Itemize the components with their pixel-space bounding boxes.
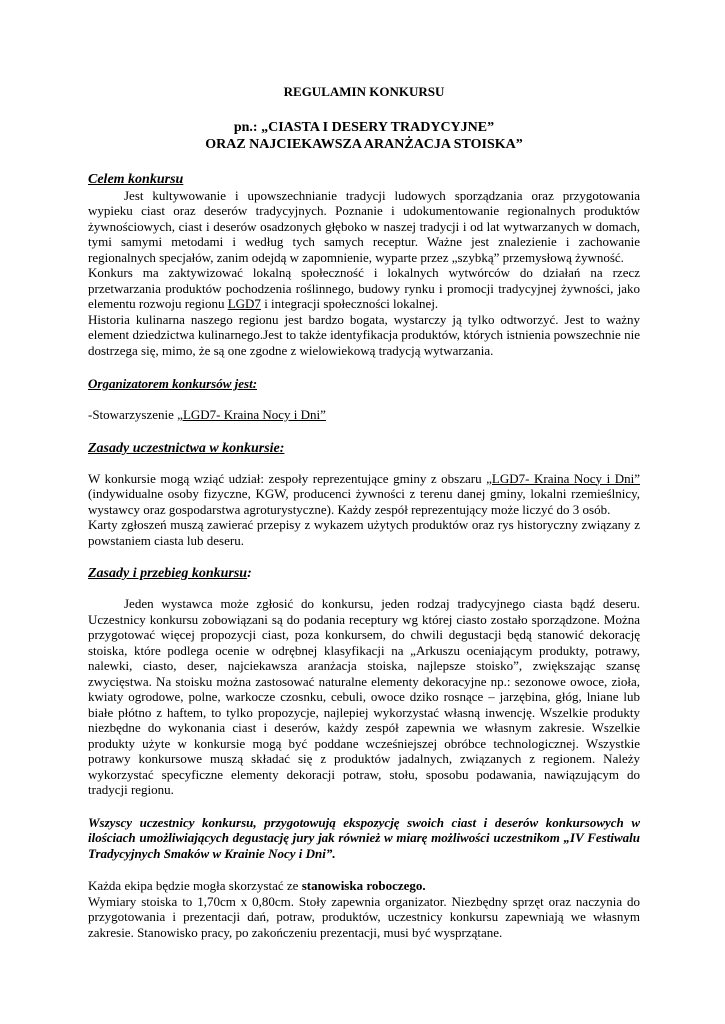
uczestnictwo-lgd7-link[interactable]: „LGD7- Kraina Nocy i Dni”	[486, 470, 640, 486]
uczestnictwo-paragraph-2: Karty zgłoszeń muszą zawierać przepisy z wykazem użytych produktów oraz rys historyczny związany z powstaniem ciasta lub deseru.	[88, 517, 640, 548]
document-title: REGULAMIN KONKURSU	[283, 84, 445, 99]
uczestnictwo-p1-text-a: W konkursie mogą wziąć udział: zespoły reprezentujące gminy z obszaru	[88, 470, 487, 486]
heading-zasady-przebieg	[88, 565, 640, 582]
cel-p2-text-a: Konkurs ma zaktywizować lokalną społeczność i lokalnych wytwórców do działań na rzecz przetwarzania produktów pochodzenia roślinnego, budowy rynku i promocji tradycyjnej żywności, jako elementu rozwoju regionu	[88, 265, 640, 311]
cel-p2-text-b: i integracji społeczności lokalnej.	[260, 296, 439, 311]
uczestnictwo-paragraph-1	[88, 471, 640, 518]
lgd7-link[interactable]: LGD7	[227, 296, 261, 311]
organizator-prefix: -Stowarzyszenie	[88, 407, 178, 422]
przebieg-paragraph-3	[88, 878, 640, 894]
organizator-line	[88, 407, 640, 423]
heading-cel: Celem konkursu	[88, 171, 184, 187]
heading-zasady-przebieg-text: Zasady i przebieg konkursu	[88, 566, 248, 581]
przebieg-p3-bold: stanowiska roboczego.	[301, 878, 426, 893]
subtitle-line-2: ORAZ NAJCIEKAWSZA ARANŻACJA STOISKA”	[205, 136, 523, 152]
heading-organizator: Organizatorem konkursów jest:	[88, 376, 258, 391]
uczestnictwo-p1-text-b: (indywidualne osoby fizyczne, KGW, producenci żywności z terenu danej gminy, lokalni rzemieślnicy, wystawcy oraz gospodarstwa agroturystyczne). Każdy zespół reprezentujący może liczyć do 3 osób.	[88, 486, 640, 517]
cel-paragraph-3: Historia kulinarna naszego regionu jest bardzo bogata, wystarczy ją tylko odtworzyć. Jest to ważny element dziedzictwa kulinarnego.Jest to także identyfikacja produktów, których istnienia powszechnie nie dostrzega się, mimo, że są one zgodne z wielowiekową tradycją wytwarzania.	[88, 311, 640, 358]
przebieg-p3-text: Każda ekipa będzie mogła skorzystać ze	[88, 878, 302, 893]
przebieg-paragraph-4: Wymiary stoiska to 1,70cm x 0,80cm. Stoły zapewnia organizator. Niezbędny sprzęt oraz naczynia do przygotowania i prezentacji dań, potraw, produktów, uczestnicy konkursu zapewniają we własnym zakresie. Stanowisko pracy, po zakończeniu prezentacji, musi być wysprzątane.	[88, 893, 640, 940]
przebieg-paragraph-2: Wszyscy uczestnicy konkursu, przygotowują ekspozycję swoich ciast i deserów konkursowych w ilościach umożliwiających degustację jury jak również w miarę możliwości uczestnikom „IV Festiwalu Tradycyjnych Smaków w Krainie Nocy i Dni”.	[88, 814, 640, 861]
przebieg-paragraph-1: Jeden wystawca może zgłosić do konkursu, jeden rodzaj tradycyjnego ciasta bądź deseru. Uczestnicy konkursu zobowiązani są do podania receptury wg której ciasto zostało sporządzone. Można przygotować więcej propozycji ciast, poza konkursem, do chwili degustacji będą stanowić dekorację stoiska, które podlega ocenie w odrębnej klasyfikacji na „Arkuszu oceniającym produkty, potrawy, nalewki, ciasto, deser, najciekawsza aranżacja stoiska, najlepsze stoisko”, zwiększając szansę zwycięstwa. Na stoisku można zastosować naturalne elementy dekoracyjne np.: sezonowe owoce, zioła, kwiaty ogrodowe, polne, warkocze czosnku, cebuli, owoce dziko rosnące – jarzębina, głóg, lniane lub białe płótno z haftem, to tylko propozycje, najlepiej wykorzystać własną inwencję. Wszelkie produkty niezbędne do wykonania ciast i deserów, każdy zespół zapewnia we własnym zakresie. Wszelkie produkty użyte w konkursie mogą być poddane wcześniejszej obróbce technologicznej. Wszystkie potrawy konkursowe muszą składać się z produktów jadalnych, związanych z regionem. Należy wykorzystać specyficzne elementy dekoracji potraw, stołu, sposobu podawania, nawiązującym do tradycji regionu.	[88, 596, 640, 797]
document-page	[88, 84, 640, 940]
organizator-link[interactable]: „LGD7- Kraina Nocy i Dni”	[177, 407, 326, 422]
cel-paragraph-1: Jest kultywowanie i upowszechnianie tradycji ludowych sporządzania oraz przygotowania wypieku ciast oraz deserów tradycyjnych. Poznanie i udokumentowanie regionalnych produktów żywnościowych, ciast i deserów osadzonych głęboko w naszej tradycji i od lat wytwarzanych w domach, tymi samymi metodami i według tych samych receptur. Ważne jest znalezienie i zachowanie regionalnych specjałów, zanim odejdą w zapomnienie, wyparte przez „szybką” przemysłową żywność.	[88, 187, 640, 265]
heading-zasady-uczestnictwa: Zasady uczestnictwa w konkursie:	[88, 440, 285, 456]
heading-zasady-przebieg-colon: :	[247, 566, 252, 581]
subtitle-line-1: pn.: „CIASTA I DESERY TRADYCYJNE”	[233, 119, 495, 135]
document-subtitle	[88, 119, 640, 153]
cel-paragraph-2	[88, 265, 640, 312]
